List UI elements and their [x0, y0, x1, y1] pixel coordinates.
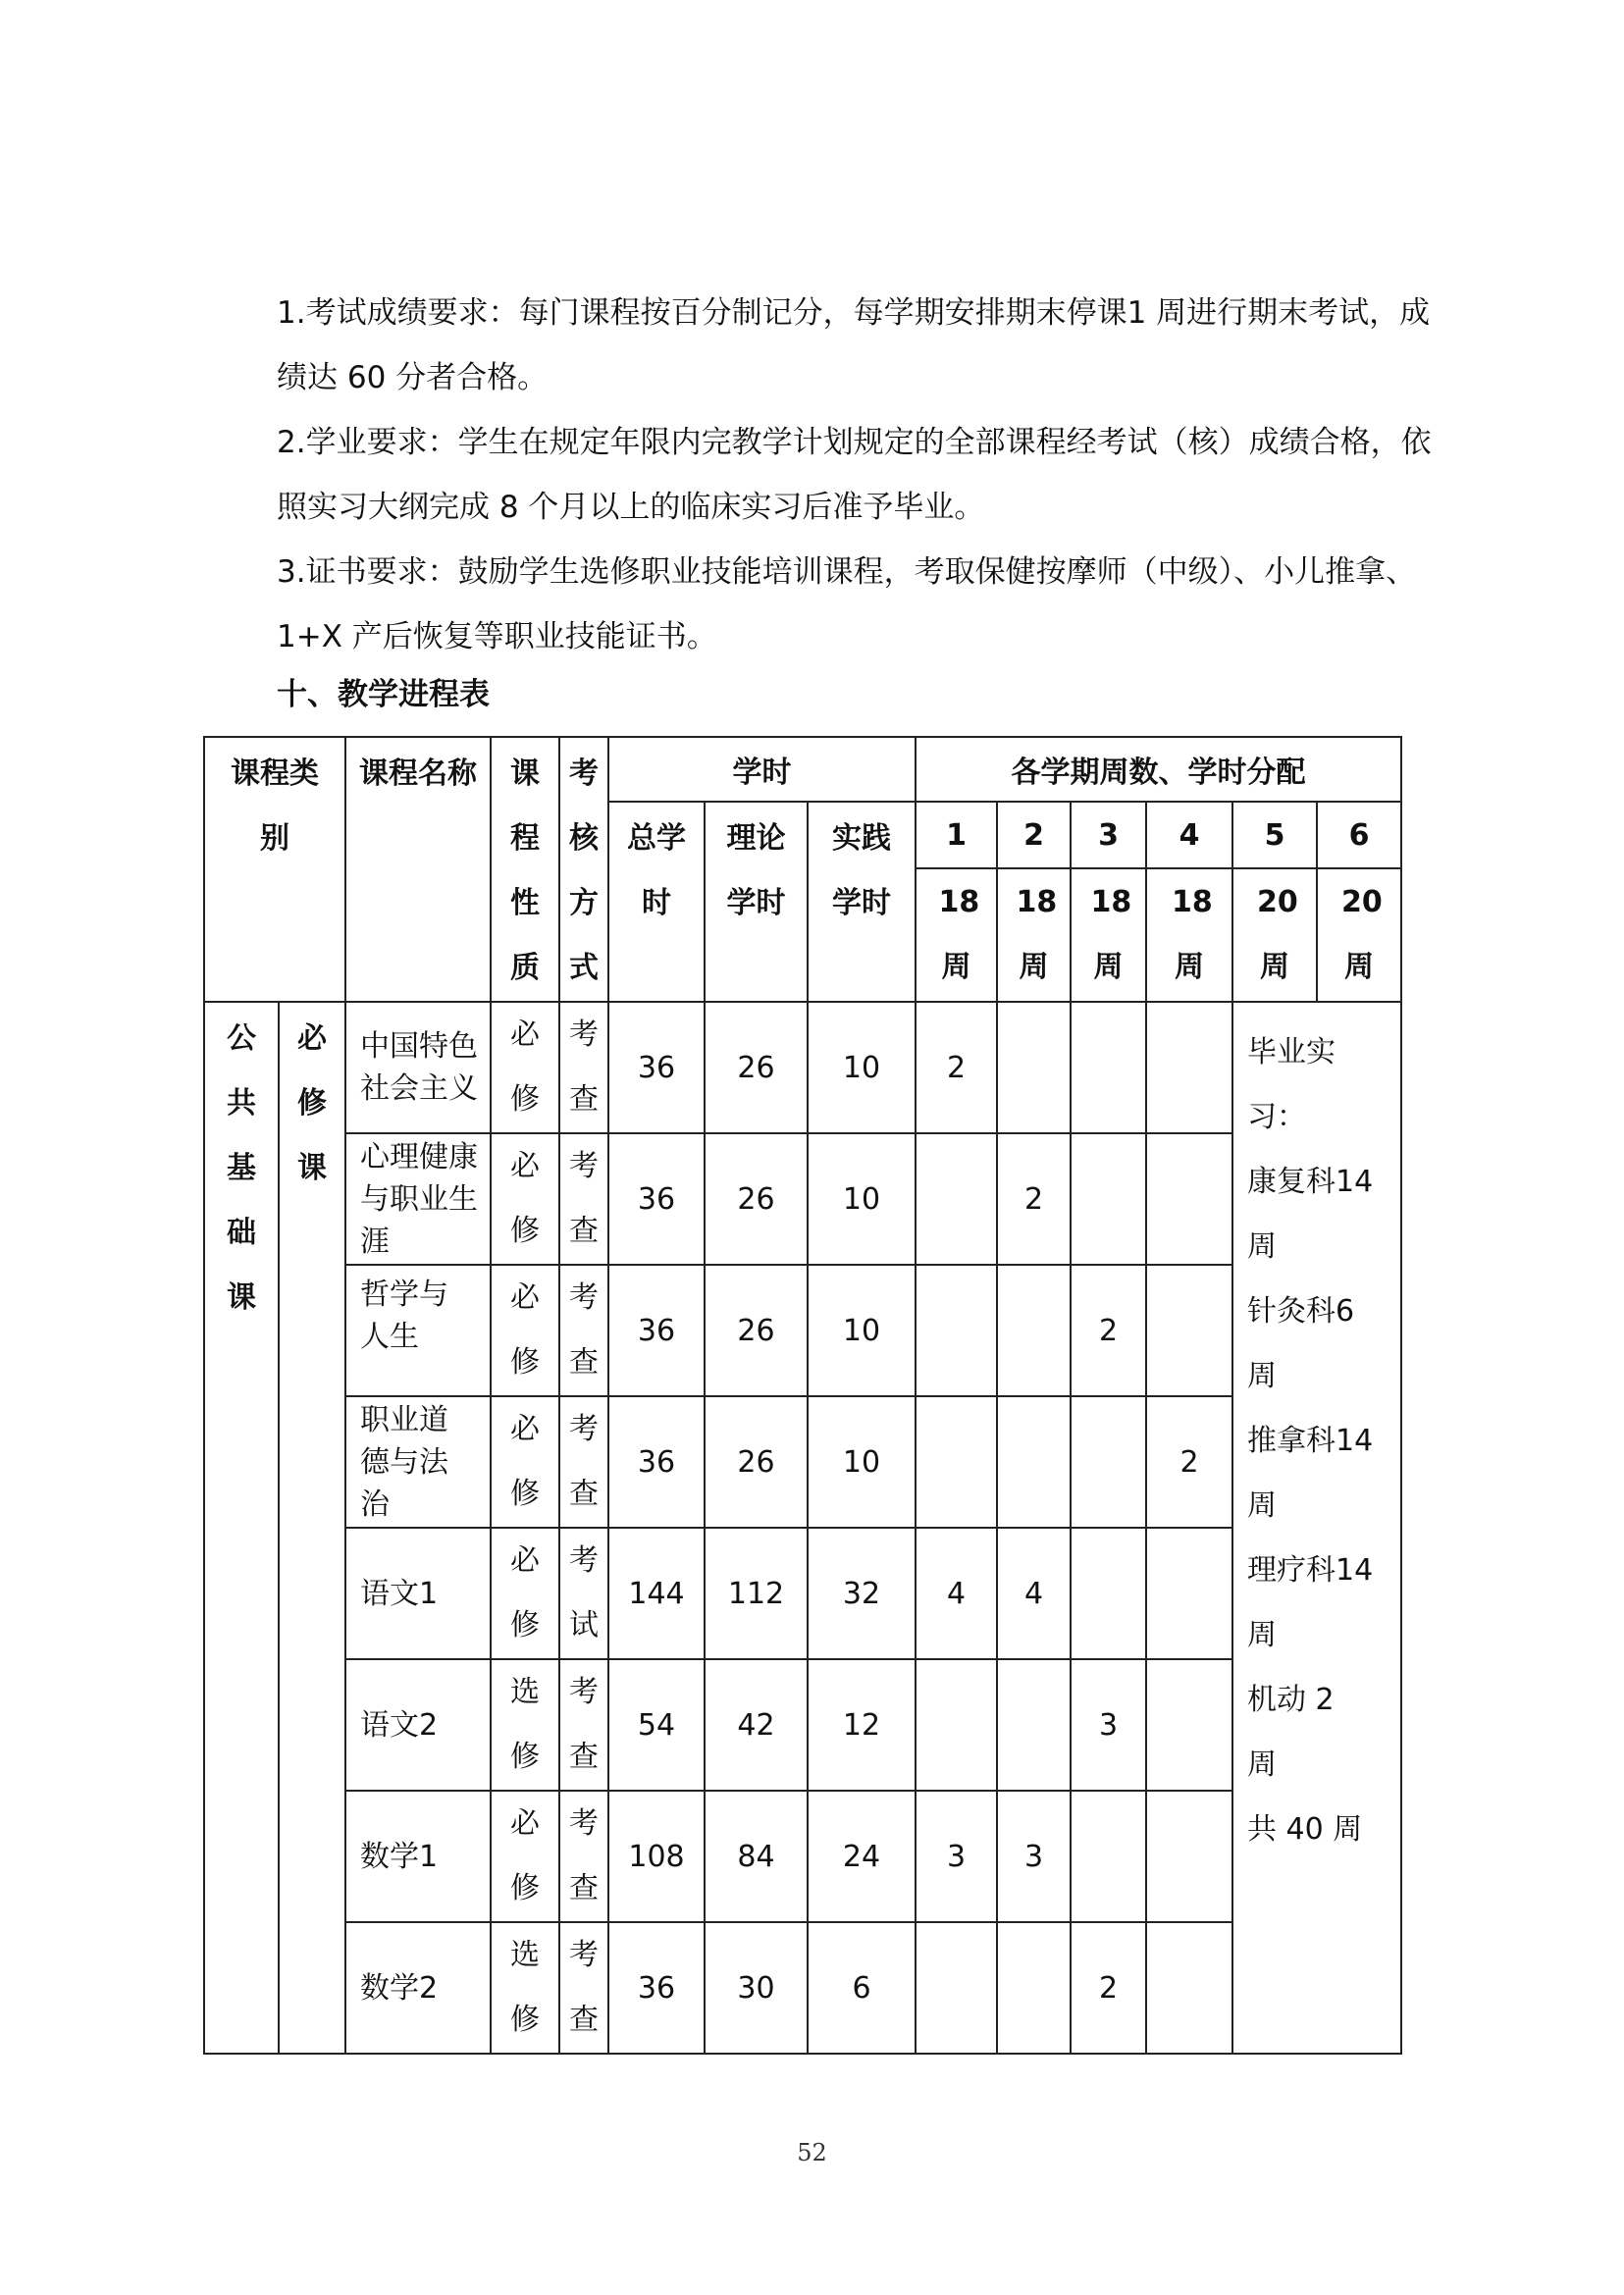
- course-nature: [491, 1791, 559, 1922]
- course-name: 数学1: [345, 1791, 491, 1922]
- table-row: [204, 1396, 1401, 1528]
- course-s4: [1146, 1133, 1232, 1265]
- semester-label: 4: [1146, 802, 1232, 868]
- note-line: 周: [1247, 1229, 1277, 1264]
- course-s4: [1146, 1659, 1232, 1791]
- note-line: 周: [1247, 1747, 1277, 1782]
- exam-text: 考查: [569, 1280, 599, 1380]
- course-nature: [491, 1396, 559, 1528]
- course-name: 中国特色社会主义: [345, 1002, 491, 1133]
- course-total: 36: [608, 1922, 705, 2054]
- header-total-hours: [608, 802, 705, 1002]
- course-theory: 30: [705, 1922, 808, 2054]
- course-exam: [559, 1528, 608, 1659]
- course-s1: 4: [916, 1528, 997, 1659]
- table-row: [204, 1922, 1401, 2054]
- course-s4: [1146, 1791, 1232, 1922]
- category-required-text: 必修课: [297, 1021, 327, 1185]
- course-s3: [1071, 1396, 1146, 1528]
- course-s2: [997, 1659, 1071, 1791]
- nature-text: 必修: [510, 1412, 540, 1511]
- course-exam: [559, 1133, 608, 1265]
- course-nature: [491, 1133, 559, 1265]
- semester-weeks: [997, 868, 1071, 1002]
- note-line: 毕业实: [1247, 1035, 1336, 1069]
- course-s1: 2: [916, 1002, 997, 1133]
- nature-text: 必修: [510, 1543, 540, 1643]
- course-theory: 26: [705, 1396, 808, 1528]
- exam-text: 考查: [569, 1675, 599, 1774]
- weeks-text: 20周: [1257, 885, 1298, 984]
- semester-weeks: [1071, 868, 1146, 1002]
- course-theory: 26: [705, 1133, 808, 1265]
- paragraph-text: 2.学业要求：学生在规定年限内完教学计划规定的全部课程经考试（核）成绩合格，依照实习大纲完成 8 个月以上的临床实习后准予毕业。: [277, 425, 1432, 525]
- course-practice: 10: [808, 1265, 916, 1396]
- course-nature: [491, 1922, 559, 2054]
- course-total: 36: [608, 1396, 705, 1528]
- course-s4: 2: [1146, 1396, 1232, 1528]
- course-practice: 10: [808, 1133, 916, 1265]
- exam-text: 考查: [569, 1017, 599, 1117]
- nature-text: 选修: [510, 1675, 540, 1774]
- course-s1: [916, 1133, 997, 1265]
- header-name-text: 课程名称: [359, 756, 477, 791]
- course-s3: [1071, 1791, 1146, 1922]
- course-exam: [559, 1265, 608, 1396]
- nature-text: 选修: [510, 1938, 540, 2037]
- course-theory: 42: [705, 1659, 808, 1791]
- note-line: 周: [1247, 1488, 1277, 1523]
- course-theory: 112: [705, 1528, 808, 1659]
- course-s2: [997, 1265, 1071, 1396]
- paragraph-exam-requirement: [218, 281, 1444, 410]
- course-name: 心理健康与职业生涯: [345, 1133, 491, 1265]
- course-name-text: 哲学与人生: [360, 1278, 448, 1354]
- course-exam: [559, 1791, 608, 1922]
- course-practice: 10: [808, 1002, 916, 1133]
- course-theory: 26: [705, 1265, 808, 1396]
- course-s4: [1146, 1002, 1232, 1133]
- course-name: [345, 1265, 491, 1396]
- paragraph-text: 3.证书要求：鼓励学生选修职业技能培训课程，考取保健按摩师（中级）、小儿推拿、1+X 产后恢复等职业技能证书。: [277, 554, 1417, 654]
- course-practice: 32: [808, 1528, 916, 1659]
- course-name: 语文1: [345, 1528, 491, 1659]
- internship-note: [1232, 1002, 1401, 2054]
- semester-weeks: [1232, 868, 1317, 1002]
- course-s3: 2: [1071, 1265, 1146, 1396]
- course-total: 36: [608, 1002, 705, 1133]
- header-theory-text: 理论学时: [726, 821, 786, 920]
- section-title: 十、教学进程表: [277, 677, 490, 712]
- course-name: 数学2: [345, 1922, 491, 2054]
- note-line: 共 40 周: [1247, 1812, 1363, 1847]
- nature-text: 必修: [510, 1280, 540, 1380]
- header-name: [345, 737, 491, 1002]
- course-s1: [916, 1922, 997, 2054]
- course-total: 108: [608, 1791, 705, 1922]
- table-row: [204, 1528, 1401, 1659]
- semester-label: 1: [916, 802, 997, 868]
- course-s4: [1146, 1528, 1232, 1659]
- header-hours: 学时: [608, 737, 916, 802]
- exam-text: 考查: [569, 1938, 599, 2037]
- note-line: 康复科14: [1247, 1165, 1374, 1199]
- weeks-text: 18周: [1090, 885, 1132, 984]
- course-total: 54: [608, 1659, 705, 1791]
- course-exam: [559, 1002, 608, 1133]
- semester-label: 6: [1317, 802, 1401, 868]
- table-row: [204, 1265, 1401, 1396]
- category-public-basic-text: 公共基础课: [227, 1021, 256, 1315]
- course-theory: 84: [705, 1791, 808, 1922]
- course-total: 36: [608, 1133, 705, 1265]
- category-required: [279, 1002, 345, 2054]
- course-practice: 12: [808, 1659, 916, 1791]
- category-public-basic: [204, 1002, 279, 2054]
- semester-weeks: [1317, 868, 1401, 1002]
- nature-text: 必修: [510, 1149, 540, 1248]
- note-line: 周: [1247, 1359, 1277, 1393]
- course-s3: [1071, 1528, 1146, 1659]
- exam-text: 考查: [569, 1149, 599, 1248]
- course-total: 36: [608, 1265, 705, 1396]
- header-nature-text: 课程性质: [510, 756, 540, 985]
- weeks-text: 20周: [1341, 885, 1383, 984]
- paragraph-text: 1.考试成绩要求：每门课程按百分制记分，每学期安排期末停课1 周进行期末考试，成绩达 60 分者合格。: [277, 295, 1431, 395]
- course-theory: 26: [705, 1002, 808, 1133]
- weeks-text: 18周: [1016, 885, 1058, 984]
- paragraph-certificate-requirement: [218, 540, 1444, 669]
- weeks-text: 18周: [938, 885, 980, 984]
- course-practice: 6: [808, 1922, 916, 2054]
- header-exam-text: 考核方式: [569, 756, 599, 985]
- table-row: [204, 1659, 1401, 1791]
- header-practice-hours: [808, 802, 916, 1002]
- note-line: 习：: [1247, 1100, 1306, 1134]
- header-theory-hours: [705, 802, 808, 1002]
- exam-text: 考试: [569, 1543, 599, 1643]
- course-s1: 3: [916, 1791, 997, 1922]
- course-s1: [916, 1396, 997, 1528]
- semester-label: 2: [997, 802, 1071, 868]
- header-semester-group: 各学期周数、学时分配: [916, 737, 1401, 802]
- course-name: [345, 1396, 491, 1528]
- table-row: [204, 1002, 1401, 1133]
- page-number: 52: [797, 2139, 827, 2166]
- course-s1: [916, 1265, 997, 1396]
- weeks-text: 18周: [1172, 885, 1213, 984]
- course-name: 语文2: [345, 1659, 491, 1791]
- course-s1: [916, 1659, 997, 1791]
- exam-text: 考查: [569, 1412, 599, 1511]
- header-practice-text: 实践学时: [832, 821, 891, 920]
- course-nature: [491, 1002, 559, 1133]
- course-exam: [559, 1659, 608, 1791]
- course-nature: [491, 1659, 559, 1791]
- table-row: [204, 1791, 1401, 1922]
- note-line: 理疗科14: [1247, 1553, 1374, 1588]
- course-nature: [491, 1528, 559, 1659]
- note-line: 机动 2: [1247, 1683, 1335, 1717]
- course-s3: [1071, 1133, 1146, 1265]
- exam-text: 考查: [569, 1806, 599, 1905]
- course-nature: [491, 1265, 559, 1396]
- header-total-text: 总学时: [627, 821, 686, 920]
- course-s3: 3: [1071, 1659, 1146, 1791]
- header-exam: [559, 737, 608, 1002]
- course-s2: 4: [997, 1528, 1071, 1659]
- semester-weeks: [1146, 868, 1232, 1002]
- course-s2: [997, 1922, 1071, 2054]
- nature-text: 必修: [510, 1017, 540, 1117]
- header-category: [204, 737, 345, 1002]
- course-total: 144: [608, 1528, 705, 1659]
- course-s3: [1071, 1002, 1146, 1133]
- course-name-text: 职业道德与法治: [360, 1402, 448, 1522]
- note-line: 针灸科6: [1247, 1294, 1355, 1329]
- course-s4: [1146, 1922, 1232, 2054]
- course-s2: 2: [997, 1133, 1071, 1265]
- course-exam: [559, 1922, 608, 2054]
- course-s2: 3: [997, 1791, 1071, 1922]
- nature-text: 必修: [510, 1806, 540, 1905]
- paragraph-study-requirement: [218, 410, 1444, 540]
- note-line: 推拿科14: [1247, 1424, 1374, 1458]
- course-practice: 24: [808, 1791, 916, 1922]
- semester-weeks: [916, 868, 997, 1002]
- course-s2: [997, 1396, 1071, 1528]
- header-category-text: 课程类别: [231, 756, 319, 856]
- semester-label: 5: [1232, 802, 1317, 868]
- course-s3: 2: [1071, 1922, 1146, 2054]
- course-practice: 10: [808, 1396, 916, 1528]
- course-s2: [997, 1002, 1071, 1133]
- course-s4: [1146, 1265, 1232, 1396]
- note-line: 周: [1247, 1618, 1277, 1652]
- header-nature: [491, 737, 559, 1002]
- semester-label: 3: [1071, 802, 1146, 868]
- course-exam: [559, 1396, 608, 1528]
- table-row: [204, 1133, 1401, 1265]
- teaching-schedule-table: [203, 736, 1402, 2055]
